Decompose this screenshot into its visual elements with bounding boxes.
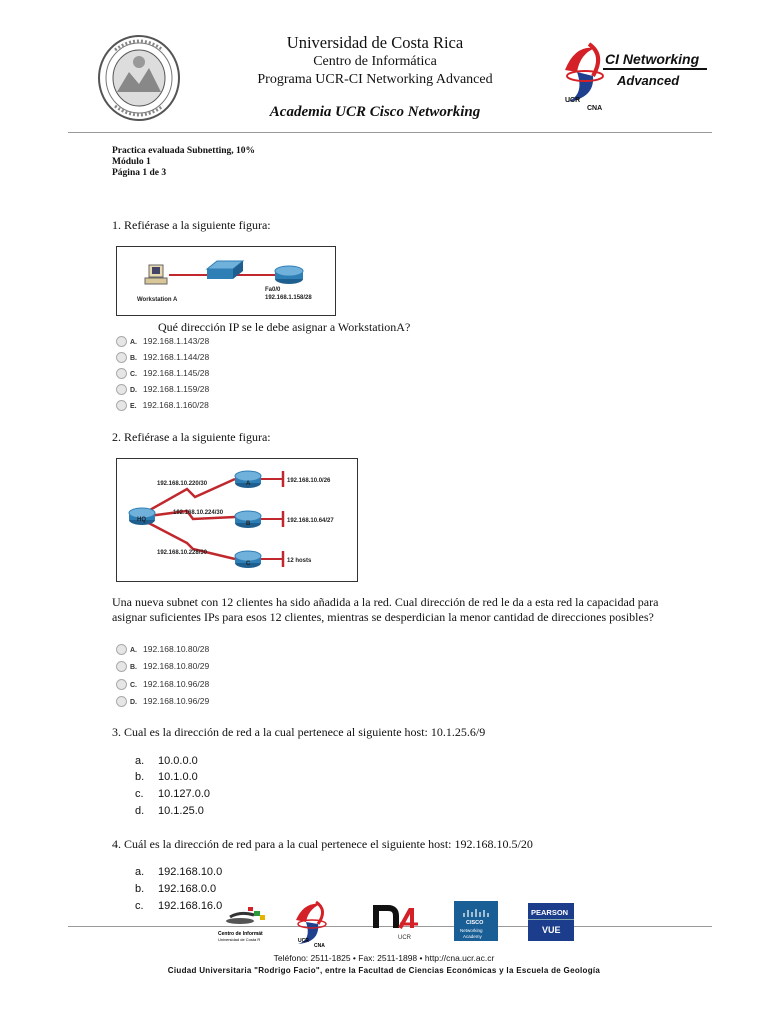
q2-option-d[interactable] xyxy=(116,694,209,708)
ucr-seal-logo xyxy=(97,34,181,122)
q4-option-b: b. 192.168.0.0 xyxy=(135,883,217,895)
q2-prompt: 2. Refiérase a la siguiente figura: xyxy=(112,430,271,444)
exam-module: Módulo 1 xyxy=(112,157,151,167)
logo4-text2: Networking xyxy=(460,928,483,933)
q4-option-a: a. 192.168.10.0 xyxy=(135,866,223,878)
footer-address: Ciudad Universitaria "Rodrigo Facio", entre la Facultad de Ciencias Económicas y la Escuela de Geología xyxy=(167,966,601,975)
q1-figure xyxy=(116,246,336,316)
option-letter: A. xyxy=(130,647,137,654)
q1-question: Qué dirección IP se le debe asignar a WorkstationA? xyxy=(158,320,411,334)
option-letter: E. xyxy=(130,403,137,410)
q4-prompt: 4. Cuál es la dirección de red para a la cual pertenece el siguiente host: 192.168.10.5/20 xyxy=(112,837,533,851)
router-a-label: A xyxy=(246,481,251,487)
option-text: 192.168.1.159/28 xyxy=(143,384,210,394)
router-ip-label: 192.168.1.158/28 xyxy=(265,295,312,301)
lan-b-label: 192.168.10.64/27 xyxy=(287,518,334,524)
exam-info xyxy=(112,146,255,179)
ucr-cna-logo xyxy=(290,900,340,948)
option-text: 192.168.10.96/29 xyxy=(143,696,210,706)
q1-prompt: 1. Refiérase a la siguiente figura: xyxy=(112,218,271,232)
ucr-n-logo xyxy=(372,902,420,942)
option-letter: D. xyxy=(130,699,137,706)
logo2-text-b: CNA xyxy=(314,943,325,948)
university-name: Universidad de Costa Rica xyxy=(286,33,464,52)
option-text: 192.168.10.96/28 xyxy=(143,679,210,689)
cisco-academy-logo xyxy=(454,901,498,941)
logo2-text: UCR xyxy=(298,938,309,944)
centro-informatica-logo xyxy=(210,903,272,949)
q2-question: Una nueva subnet con 12 clientes ha sido añadida a la red. Cual dirección de red le da a esta red la capacidad para asignar suficientes IPs para esos 12 clientes, mientras se desperdician la menor cantidad de direcciones posibles? xyxy=(112,595,659,624)
q2-option-a[interactable] xyxy=(116,642,209,656)
q1-option-c[interactable] xyxy=(116,366,209,380)
option-text: 192.168.10.80/29 xyxy=(143,661,210,671)
option-letter: D. xyxy=(130,387,137,394)
router-a-icon xyxy=(235,471,261,488)
header-divider xyxy=(68,132,712,133)
option-text: 192.168.1.160/28 xyxy=(142,400,209,410)
ci-networking-logo xyxy=(555,40,710,115)
logo3-text: UCR xyxy=(398,935,411,941)
radio-button[interactable] xyxy=(116,696,127,707)
logo-ci-networking-text: CI Networking xyxy=(605,51,700,67)
pearson-vue-logo xyxy=(528,903,574,941)
q2-figure xyxy=(116,458,358,582)
logo-advanced-text: Advanced xyxy=(617,73,680,88)
logo-cna-text: CNA xyxy=(587,105,603,112)
q3-option-c: c. 10.127.0.0 xyxy=(135,788,210,800)
q1-option-e[interactable] xyxy=(116,398,209,412)
router-b-label: B xyxy=(246,521,251,527)
radio-button[interactable] xyxy=(116,400,127,411)
radio-button[interactable] xyxy=(116,661,127,672)
option-letter: A. xyxy=(130,339,137,346)
q3-prompt: 3. Cual es la dirección de red a la cual pertenece al siguiente host: 10.1.25.6/9 xyxy=(112,725,486,739)
exam-page: Página 1 de 3 xyxy=(112,168,167,178)
q2-option-c[interactable] xyxy=(116,677,209,691)
logo5-text2: VUE xyxy=(542,925,561,935)
radio-button[interactable] xyxy=(116,368,127,379)
exam-title: Practica evaluada Subnetting, 10% xyxy=(112,146,256,156)
lan-a-label: 192.168.10.0/26 xyxy=(287,478,331,484)
link1-label: 192.168.10.220/30 xyxy=(157,481,208,487)
workstation-label: Workstation A xyxy=(137,297,178,303)
logo4-text3: Academy xyxy=(463,934,482,939)
academy-title: Academia UCR Cisco Networking xyxy=(269,104,481,120)
router-hq-icon xyxy=(129,508,155,525)
radio-button[interactable] xyxy=(116,679,127,690)
lan-c-label: 12 hosts xyxy=(287,558,312,564)
q3-option-b: b. 10.1.0.0 xyxy=(135,771,198,783)
option-letter: C. xyxy=(130,371,137,378)
q3-option-d: d. 10.1.25.0 xyxy=(135,805,204,817)
router-c-label: C xyxy=(246,561,251,567)
radio-button[interactable] xyxy=(116,644,127,655)
workstation-icon xyxy=(145,265,167,284)
footer-contact: Teléfono: 2511-1825 • Fax: 2511-1898 • http://cna.ucr.ac.cr xyxy=(273,953,495,963)
q1-option-d[interactable] xyxy=(116,382,209,396)
option-text: 192.168.1.144/28 xyxy=(143,352,210,362)
radio-button[interactable] xyxy=(116,352,127,363)
link3-label: 192.168.10.228/30 xyxy=(157,550,208,556)
program-name: Programa UCR-CI Networking Advanced xyxy=(257,72,493,87)
router-c-icon xyxy=(235,551,261,568)
option-text: 192.168.1.145/28 xyxy=(143,368,210,378)
switch-icon xyxy=(207,261,243,279)
option-text: 192.168.10.80/28 xyxy=(143,644,210,654)
q1-option-a[interactable] xyxy=(116,334,209,348)
router-hq-label: HQ xyxy=(137,517,146,523)
q1-option-b[interactable] xyxy=(116,350,209,364)
q3-option-a: a. 10.0.0.0 xyxy=(135,755,198,767)
option-letter: B. xyxy=(130,664,137,671)
option-letter: B. xyxy=(130,355,137,362)
router-icon xyxy=(275,266,303,284)
logo4-text1: CISCO xyxy=(466,920,484,926)
option-letter: C. xyxy=(130,682,137,689)
interface-label: Fa0/0 xyxy=(265,287,281,293)
router-b-icon xyxy=(235,511,261,528)
logo1-text2: Universidad de Costa R xyxy=(218,937,261,942)
radio-button[interactable] xyxy=(116,336,127,347)
q4-option-c: c. 192.168.16.0 xyxy=(135,900,223,912)
logo-ucr-text: UCR xyxy=(565,97,581,104)
center-name: Centro de Informática xyxy=(313,54,437,69)
radio-button[interactable] xyxy=(116,384,127,395)
q2-option-b[interactable] xyxy=(116,659,209,673)
logo1-text1: Centro de Informát xyxy=(218,931,263,937)
logo5-text1: PEARSON xyxy=(531,908,569,917)
option-text: 192.168.1.143/28 xyxy=(143,336,210,346)
link2-label: 192.168.10.224/30 xyxy=(173,510,224,516)
